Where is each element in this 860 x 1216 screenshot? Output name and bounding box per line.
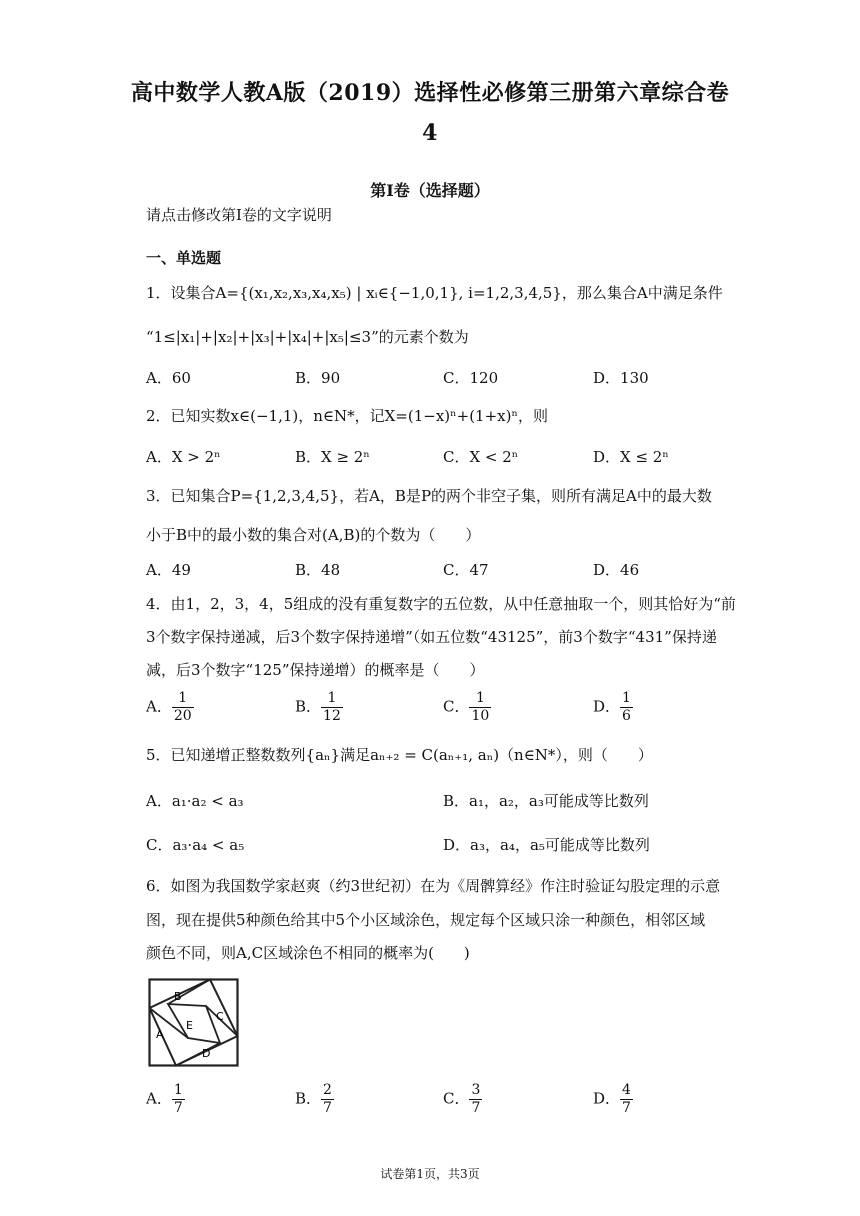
zhao-shuang-diagram (148, 978, 240, 1068)
option-label: B． (295, 697, 322, 716)
region-label-e: E (186, 1019, 193, 1032)
section-note: 请点击修改第I卷的文字说明 (146, 206, 332, 224)
q3-option-b: B．48 (295, 561, 341, 579)
fraction (469, 690, 491, 725)
q2-option-d: D．X ≤ 2ⁿ (593, 448, 669, 466)
option-label: A． (146, 1089, 172, 1108)
denominator: 12 (323, 708, 341, 724)
q1-option-d: D．130 (593, 369, 649, 387)
q3-option-c: C．47 (443, 561, 489, 579)
q1-option-b: B．90 (295, 369, 341, 387)
q6-text-line3: 颜色不同，则A,C区域涂色不相同的概率为( ) (146, 944, 470, 962)
denominator: 7 (622, 1100, 631, 1116)
center-square (168, 1004, 220, 1043)
denominator: 10 (471, 708, 490, 724)
q4-option-a (146, 690, 194, 725)
q2-option-b: B．X ≥ 2ⁿ (295, 448, 370, 466)
fraction (620, 690, 633, 725)
numerator: 1 (172, 690, 194, 708)
numerator: 1 (622, 690, 631, 706)
q4-text-line3: 减，后3个数字“125”保持递增）的概率是（ ） (146, 661, 485, 679)
option-label: D． (593, 697, 621, 716)
q6-text-line1: 6．如图为我国数学家赵爽（约3世纪初）在为《周髀算经》作注时验证勾股定理的示意 (146, 877, 721, 895)
q6-option-d (593, 1082, 633, 1117)
section-title: 第I卷（选择题） (370, 181, 490, 200)
q1-text-line1: 1．设集合A={(x₁,x₂,x₃,x₄,x₅) | xᵢ∈{−1,0,1}, i=1,2,3,4,5}，那么集合A中满足条件 (146, 284, 723, 302)
page-footer: 试卷第1页，共3页 (380, 1167, 480, 1181)
q4-text-line2: 3个数字保持递减，后3个数字保持递增”（如五位数“43125”，前3个数字“431”保持递 (146, 628, 717, 646)
numerator: 3 (471, 1082, 481, 1098)
page-title-cont: 4 (422, 120, 438, 146)
numerator: 1 (173, 1082, 183, 1098)
q3-option-d: D．46 (593, 561, 640, 579)
region-label-b: B (174, 990, 182, 1003)
region-label-a: A (156, 1028, 164, 1041)
fraction (172, 1082, 185, 1117)
fraction (321, 690, 343, 725)
option-label: A． (146, 697, 172, 716)
option-label: C． (443, 697, 470, 716)
q2-option-c: C．X < 2ⁿ (443, 448, 519, 466)
denominator: 6 (622, 708, 631, 724)
q6-option-a (146, 1082, 185, 1117)
denominator: 7 (173, 1100, 183, 1116)
option-label: C． (443, 1089, 470, 1108)
numerator: 2 (323, 1082, 332, 1098)
q5-option-b: B．a₁，a₂，a₃可能成等比数列 (443, 792, 649, 810)
q2-option-a: A．X > 2ⁿ (146, 448, 221, 466)
q4-option-b (295, 690, 343, 725)
option-label: B． (295, 1089, 322, 1108)
q2-text-line1: 2．已知实数x∈(−1,1)，n∈N*，记X=(1−x)ⁿ+(1+x)ⁿ，则 (146, 407, 548, 425)
q6-text-line2: 图，现在提供5种颜色给其中5个小区域涂色，规定每个区域只涂一种颜色，相邻区域 (146, 911, 706, 929)
q4-option-c (443, 690, 491, 725)
fraction (172, 690, 194, 725)
q5-option-a: A．a₁·a₂ < a₃ (146, 792, 244, 810)
q4-option-d (593, 690, 633, 725)
numerator: 4 (622, 1082, 631, 1098)
q5-text-line1: 5．已知递增正整数数列{aₙ}满足aₙ₊₂ = C(aₙ₊₁, aₙ)（n∈N*），则（ ） (146, 746, 653, 764)
fraction (469, 1082, 482, 1117)
region-label-d: D (202, 1047, 211, 1060)
q6-option-c (443, 1082, 482, 1117)
denominator: 7 (471, 1100, 481, 1116)
q5-option-c: C．a₃·a₄ < a₅ (146, 836, 245, 854)
q3-text-line1: 3．已知集合P={1,2,3,4,5}，若A，B是P的两个非空子集，则所有满足A中的最大数 (146, 487, 712, 505)
q1-text-line2: “1≤|x₁|+|x₂|+|x₃|+|x₄|+|x₅|≤3”的元素个数为 (146, 328, 469, 346)
q3-option-a: A．49 (146, 561, 191, 579)
page-title: 高中数学人教A版（2019）选择性必修第三册第六章综合卷 (130, 80, 730, 106)
q3-text-line2: 小于B中的最小数的集合对(A,B)的个数为（ ） (146, 526, 481, 544)
numerator: 1 (321, 690, 343, 708)
numerator: 1 (469, 690, 491, 708)
region-label-c: C (216, 1010, 224, 1023)
q1-option-a: A．60 (146, 369, 191, 387)
denominator: 20 (173, 708, 192, 724)
q4-text-line1: 4．由1，2，3，4，5组成的没有重复数字的五位数，从中任意抽取一个，则其恰好为“前 (146, 595, 736, 613)
q1-option-c: C．120 (443, 369, 499, 387)
q5-option-d: D．a₃，a₄，a₅可能成等比数列 (443, 836, 650, 854)
fraction (620, 1082, 633, 1117)
q6-option-b (295, 1082, 334, 1117)
denominator: 7 (323, 1100, 332, 1116)
option-label: D． (593, 1089, 621, 1108)
divider-line (176, 1043, 220, 1066)
fraction (321, 1082, 334, 1117)
part-title: 一、单选题 (146, 249, 222, 267)
